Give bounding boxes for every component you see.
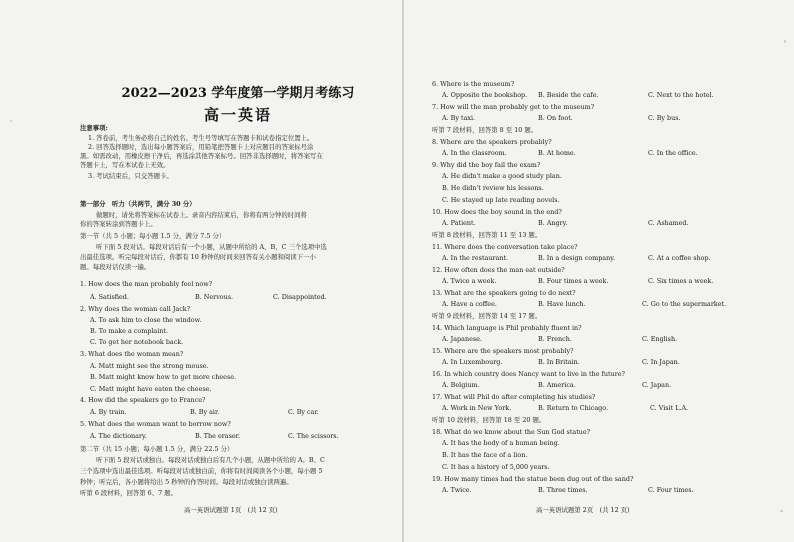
material-10-note: 听第 10 段材料，回答第 18 至 20 题。 <box>432 416 546 424</box>
question-12: 12. How often does the man eat outside? <box>432 266 565 274</box>
section1-intro-line: 出最佳选项。听完每段对话后，你都有 10 秒钟的时间来回答有关小题和阅读下一小 <box>80 253 316 261</box>
q14-option-c: C. English. <box>642 335 678 343</box>
q7-option-b: B. On foot. <box>538 114 573 122</box>
section2-intro-line: 听第 6 段材料，回答第 6、7 题。 <box>80 489 178 497</box>
note-line: 黑。如需改动，用橡皮擦干净后，再选涂其他答案标号。回答非选择题时，将答案写在 <box>80 152 323 160</box>
note-line: 1. 答卷前，考生务必将自己的姓名、考生号等填写在答题卡和试卷指定位置上。 <box>88 134 314 142</box>
q2-option-c: C. To get her notebook back. <box>90 338 184 346</box>
q8-option-c: C. In the office. <box>648 149 698 157</box>
q1-option-c: C. Disappointed. <box>273 293 327 301</box>
q10-option-b: B. Angry. <box>538 219 568 227</box>
question-5: 5. What does the woman want to borrow now? <box>80 420 231 428</box>
question-11: 11. Where does the conversation take place? <box>432 243 578 251</box>
q19-option-c: C. Four times. <box>648 486 694 494</box>
q8-option-a: A. In the classroom. <box>442 149 507 157</box>
q1-option-a: A. Satisfied. <box>90 293 129 301</box>
q18-option-a: A. It has the body of a human being. <box>442 439 560 447</box>
section2-intro-line: 听下面 5 段对话或独白。每段对话或独白后有几个小题，从题中所给的 A、B、C <box>96 456 325 464</box>
q18-option-b: B. It has the face of a lion. <box>442 451 528 459</box>
q16-option-c: C. Japan. <box>642 381 672 389</box>
page-footer: 高一英语试题第 1页 (共 12 页) <box>184 506 278 514</box>
note-line: 3. 考试结束后，只交答题卡。 <box>88 172 173 180</box>
q12-option-c: C. Six times a week. <box>648 277 714 285</box>
question-4: 4. How did the speakers go to France? <box>80 396 206 404</box>
question-19: 19. How many times had the statue been dug out of the sand? <box>432 475 634 483</box>
q15-option-b: B. In Britain. <box>538 358 580 366</box>
section1-intro-line: 听下面 5 段对话。每段对话后有一个小题，从题中所给的 A、B、C 三个选项中选 <box>96 243 327 251</box>
q7-option-a: A. By taxi. <box>442 114 476 122</box>
q5-option-a: A. The dictionary. <box>90 432 147 440</box>
q14-option-a: A. Japanese. <box>442 335 482 343</box>
q17-option-b: B. Return to Chicago. <box>538 404 608 412</box>
question-14: 14. Which language is Phil probably fluent in? <box>432 324 582 332</box>
section2-heading: 第二节（共 15 小题；每小题 1.5 分，满分 22.5 分） <box>80 445 234 453</box>
q3-option-c: C. Matt might have eaten the cheese. <box>90 385 212 393</box>
question-2: 2. Why does the woman call Jack? <box>80 305 191 313</box>
q18-option-c: C. It has a history of 5,000 years. <box>442 463 550 471</box>
question-15: 15. Where are the speakers most probably? <box>432 347 574 355</box>
q8-option-b: B. At home. <box>538 149 576 157</box>
q11-option-b: B. In a design company. <box>538 254 616 262</box>
question-17: 17. What will Phil do after completing his studies? <box>432 393 596 401</box>
q16-option-b: B. America. <box>538 381 576 389</box>
q9-option-b: B. He didn't review his lessons. <box>442 184 544 192</box>
section2-intro-line: 秒钟；听完后，各小题将给出 5 秒钟的作答时间。每段对话或独白读两遍。 <box>80 478 293 486</box>
part1-heading: 第一部分 听力（共两节，满分 30 分） <box>80 200 196 208</box>
section1-heading: 第一节（共 5 小题；每小题 1.5 分，满分 7.5 分） <box>80 232 226 240</box>
part1-intro-line: 你的答案转涂到答题卡上。 <box>80 220 157 228</box>
q9-option-c: C. He stayed up late reading novels. <box>442 196 560 204</box>
q19-option-a: A. Twice. <box>442 486 472 494</box>
question-16: 16. In which country does Nancy want to live in the future? <box>432 370 625 378</box>
question-3: 3. What does the woman mean? <box>80 350 184 358</box>
scan-speck <box>10 120 12 122</box>
page-footer: 高一英语试题第 2页 (共 12 页) <box>536 506 630 514</box>
q3-option-a: A. Matt might see the strong mouse. <box>90 362 209 370</box>
material-8-note: 听第 8 段材料，回答第 11 至 13 题。 <box>432 231 542 239</box>
q4-option-a: A. By train. <box>90 408 127 416</box>
q1-option-b: B. Nervous. <box>195 293 234 301</box>
q11-option-c: C. At a coffee shop. <box>648 254 711 262</box>
note-line: 答题卡上，写在本试卷上无效。 <box>80 161 170 169</box>
page-fold <box>402 0 404 542</box>
q17-option-c: C. Visit L.A. <box>650 404 689 412</box>
question-1: 1. How does the man probably feel now? <box>80 280 213 288</box>
question-13: 13. What are the speakers going to do next? <box>432 289 576 297</box>
q10-option-a: A. Patient. <box>442 219 476 227</box>
q5-option-c: C. The scissors. <box>288 432 339 440</box>
question-10: 10. How does the boy sound in the end? <box>432 208 562 216</box>
question-18: 18. What do we know about the Sun God statue? <box>432 428 591 436</box>
q13-option-c: C. Go to the supermarket. <box>642 300 727 308</box>
q12-option-b: B. Four times a week. <box>538 277 609 285</box>
q9-option-a: A. He didn't make a good study plan. <box>442 172 562 180</box>
q2-option-b: B. To make a complaint. <box>90 327 168 335</box>
q2-option-a: A. To ask him to close the window. <box>90 316 202 324</box>
q10-option-c: C. Ashamed. <box>648 219 689 227</box>
q13-option-a: A. Have a coffee. <box>442 300 497 308</box>
note-line: 2. 回答选择题时，选出每小题答案后，用铅笔把答题卡上对应题目的答案标号涂 <box>88 143 314 151</box>
q16-option-a: A. Belgium. <box>442 381 480 389</box>
question-8: 8. Where are the speakers probably? <box>432 138 552 146</box>
q15-option-c: C. In Japan. <box>642 358 680 366</box>
q5-option-b: B. The eraser. <box>195 432 241 440</box>
q6-option-a: A. Opposite the bookshop. <box>442 91 528 99</box>
question-7: 7. How will the man probably get to the museum? <box>432 103 595 111</box>
q7-option-c: C. By bus. <box>648 114 681 122</box>
q4-option-c: C. By car. <box>288 408 319 416</box>
scan-speck <box>784 40 786 43</box>
scan-speck <box>780 510 783 512</box>
exam-subject: 高一英语 <box>203 106 272 124</box>
section1-intro-line: 题。每段对话仅读一遍。 <box>80 263 151 271</box>
q13-option-b: B. Have lunch. <box>538 300 586 308</box>
notes-heading: 注意事项: <box>80 124 108 132</box>
q15-option-a: A. In Luxembourg. <box>442 358 503 366</box>
exam-title: 2022—2023 学年度第一学期月考练习 <box>121 86 355 101</box>
material-7-note: 听第 7 段材料，回答第 8 至 10 题。 <box>432 126 538 134</box>
q19-option-b: B. Three times. <box>538 486 588 494</box>
q3-option-b: B. Matt might know how to get more cheese. <box>90 373 237 381</box>
question-9: 9. Why did the boy fail the exam? <box>432 161 541 169</box>
q4-option-b: B. By air. <box>190 408 220 416</box>
section2-intro-line: 三个选项中选出最佳选项。听每段对话或独白前，你将有时间阅读各个小题，每小题 5 <box>80 467 323 475</box>
q12-option-a: A. Twice a week. <box>442 277 497 285</box>
q17-option-a: A. Work in New York. <box>442 404 512 412</box>
q14-option-b: B. French. <box>538 335 572 343</box>
question-6: 6. Where is the museum? <box>432 80 515 88</box>
q11-option-a: A. In the restaurant. <box>442 254 509 262</box>
part1-intro-line: 做题时，请先将答案标在试卷上。录音内容结束后，你将有两分钟的时间将 <box>96 211 307 219</box>
material-9-note: 听第 9 段材料，回答第 14 至 17 题。 <box>432 312 542 320</box>
q6-option-b: B. Beside the cafe. <box>538 91 599 99</box>
q6-option-c: C. Next to the hotel. <box>648 91 714 99</box>
